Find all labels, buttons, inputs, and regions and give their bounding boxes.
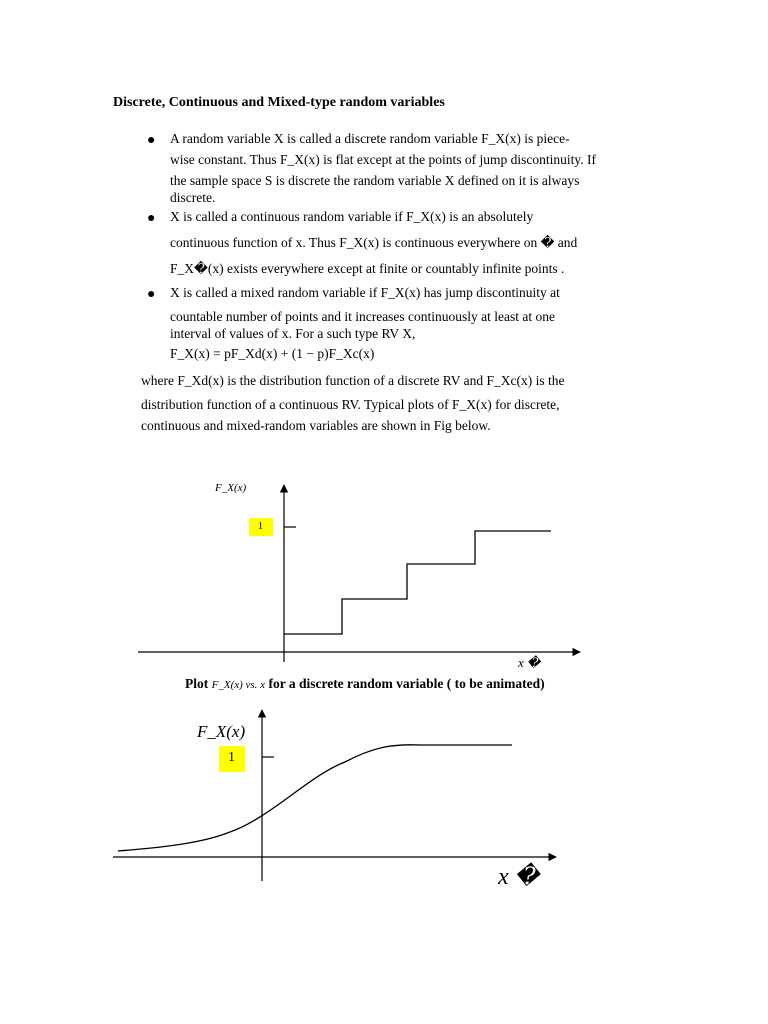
bullet-1-line-1: A random variable X is called a discrete random variable F_X(x) is piece- — [170, 131, 570, 146]
bullet-marker: ● — [147, 211, 156, 226]
bullet-3-line-2: countable number of points and it increases continuously at least at one — [170, 309, 556, 324]
figure2-y-label: F_X(x) — [197, 722, 246, 741]
bullet-2-line-2: continuous function of x. Thus F_X(x) is continuous everywhere on � and — [170, 235, 578, 250]
caption-suffix: for a discrete random variable ( to be animated) — [268, 676, 545, 691]
figure1-y-label: F_X(x) — [215, 482, 247, 494]
bullet-1-line-4: discrete. — [170, 190, 216, 205]
continuous-cdf-curve — [118, 745, 512, 851]
bullet-3-line-1: X is called a mixed random variable if F_X(x) has jump discontinuity at — [170, 285, 560, 300]
caption-prefix: Plot — [185, 676, 209, 691]
figure1-caption — [185, 676, 545, 692]
bullet-3-line-3: interval of values of x. For a such type RV X, — [170, 326, 416, 341]
bullet-1-line-3: the sample space S is discrete the random variable X defined on it is always — [170, 173, 580, 188]
bullet-marker: ● — [147, 287, 156, 302]
figure2-x-label: x � — [498, 864, 540, 890]
figure1-x-label: x � — [518, 655, 541, 670]
paragraph-line-3: continuous and mixed-random variables are shown in Fig below. — [141, 418, 491, 433]
bullet-1-line-2: wise constant. Thus F_X(x) is flat except at the points of jump discontinuity. If — [170, 152, 596, 167]
bullet-marker: ● — [147, 133, 156, 148]
section-title: Discrete, Continuous and Mixed-type random variables — [113, 95, 445, 110]
caption-math: F_X(x) vs. x — [211, 679, 266, 691]
paragraph-line-1: where F_Xd(x) is the distribution function of a discrete RV and F_Xc(x) is the — [141, 373, 565, 388]
paragraph-line-2: distribution function of a continuous RV. Typical plots of F_X(x) for discrete, — [141, 397, 560, 412]
figure1-one-label: 1 — [258, 521, 263, 532]
bullet-2-line-1: X is called a continuous random variable if F_X(x) is an absolutely — [170, 209, 534, 224]
figure2-one-label: 1 — [228, 750, 235, 765]
bullet-2-line-3: F_X�(x) exists everywhere except at finite or countably infinite points . — [170, 261, 565, 276]
discrete-step-curve — [284, 531, 551, 634]
mixed-cdf-equation: F_X(x) = pF_Xd(x) + (1 − p)F_Xc(x) — [170, 346, 375, 361]
